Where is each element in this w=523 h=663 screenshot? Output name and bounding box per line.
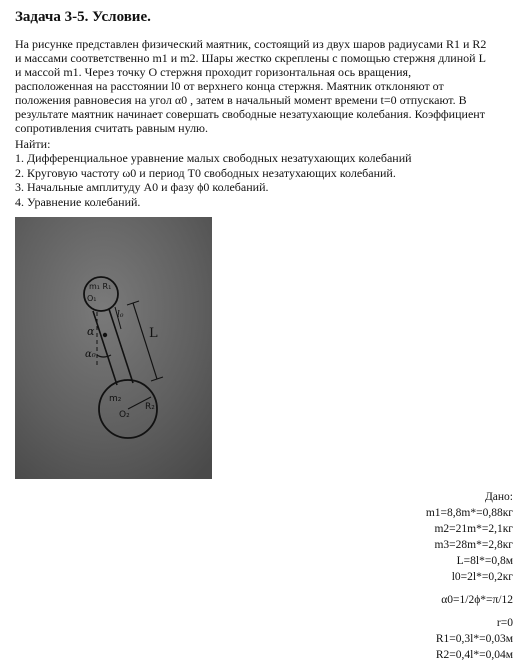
given-section <box>313 489 513 663</box>
label-bottom-center: O₂ <box>119 410 130 420</box>
find-item: 2. Круговую частоту ω0 и период T0 свободных незатухающих колебаний. <box>15 165 396 180</box>
label-length: L <box>149 326 158 341</box>
condition-line: и массами соответственно m1 и m2. Шары жестко скреплены с помощью стержня длиной L <box>15 51 486 65</box>
given-alpha0: α0=1/2ϕ*=π/12 <box>441 594 513 606</box>
pendulum-sketch-photo <box>15 217 212 479</box>
condition-line: и массой m1. Через точку O стержня проходит горизонтальная ось вращения, <box>15 65 412 79</box>
given-heading: Дано: <box>484 491 513 503</box>
label-top-center: O₁ <box>87 294 97 303</box>
given-R1: R1=0,3l*=0,03м <box>435 633 513 645</box>
label-alpha-zero: α₀ <box>85 349 96 360</box>
given-m3: m3=28m*=2,8кг <box>434 539 513 551</box>
label-l0: l₀ <box>117 310 124 320</box>
find-item: 1. Дифференциальное уравнение малых свободных незатухающих колебаний <box>15 151 412 166</box>
find-item: 4. Уравнение колебаний. <box>15 194 141 209</box>
label-top-ball: m₁ R₁ <box>89 282 112 291</box>
find-section <box>15 137 520 209</box>
label-bottom-mass: m₂ <box>109 394 122 404</box>
find-item: 3. Начальные амплитуду A0 и фазу ϕ0 колебаний. <box>15 180 269 195</box>
given-m2: m2=21m*=2,1кг <box>434 523 513 535</box>
condition-line: положения равновесия на угол α0 , затем в начальный момент времени t=0 отпускают. В <box>15 93 467 107</box>
given-l0: l0=2l*=0,2кг <box>451 571 513 583</box>
given-m1: m1=8,8m*=0,88кг <box>425 507 513 519</box>
given-R2: R2=0,4l*=0,04м <box>435 649 513 661</box>
condition-text <box>15 37 520 135</box>
condition-line: На рисунке представлен физический маятник, состоящий из двух шаров радиусами R1 и R2 <box>15 37 487 51</box>
label-alpha: α <box>87 325 95 338</box>
pendulum-sketch <box>15 217 212 479</box>
find-heading: Найти: <box>15 137 51 151</box>
task-title: Задача 3-5. Условие. <box>15 9 151 25</box>
given-L: L=8l*=0,8м <box>456 555 513 567</box>
given-r: r=0 <box>496 617 513 629</box>
condition-line: результате маятник начинает совершать свободные незатухающие колебания. Коэффициент <box>15 107 485 121</box>
condition-line: сопротивления считать равным нулю. <box>15 121 209 135</box>
condition-line: расположенная на расстоянии l0 от верхнего конца стержня. Маятник отклоняют от <box>15 79 444 93</box>
label-bottom-radius: R₂ <box>145 402 155 412</box>
